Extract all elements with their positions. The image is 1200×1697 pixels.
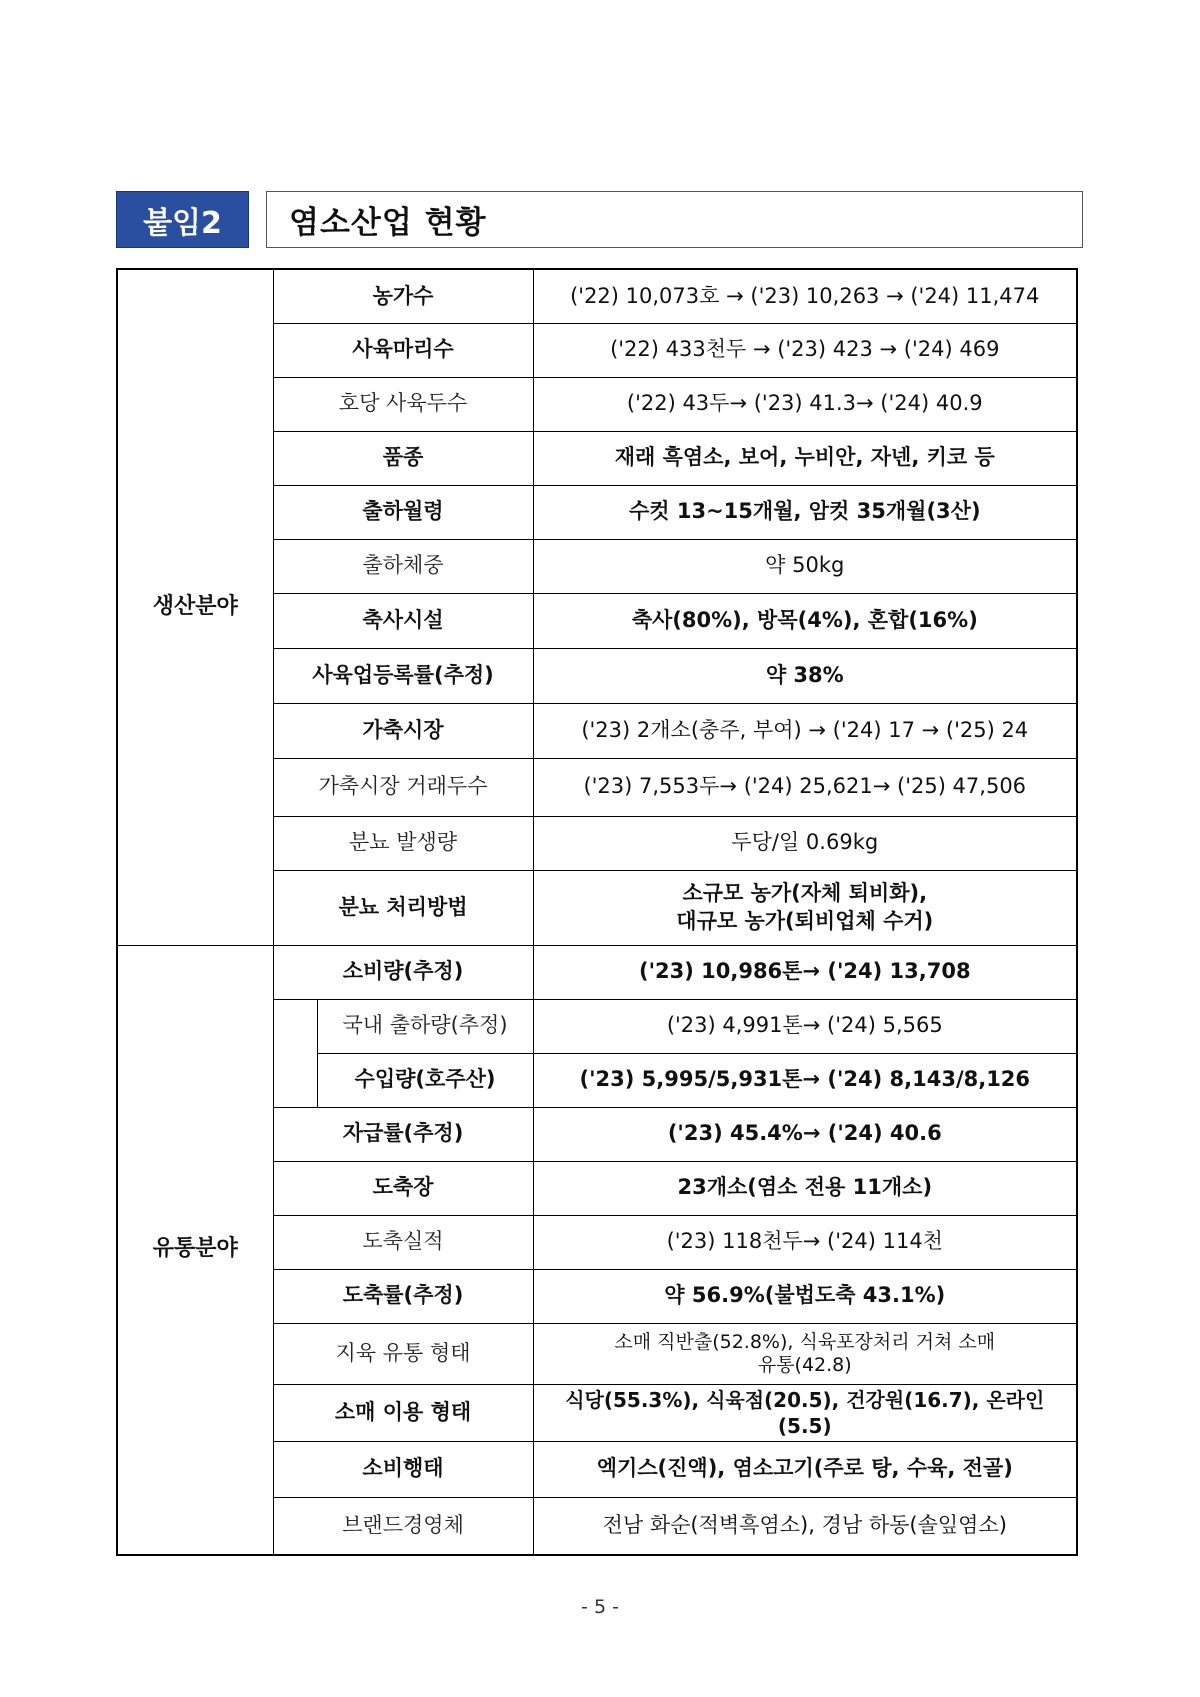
row-value: 약 38% bbox=[533, 648, 1077, 703]
row-value: ('22) 433천두 → ('23) 423 → ('24) 469 bbox=[533, 323, 1077, 377]
row-value-line: 소매 직반출(52.8%), 식육포장처리 거쳐 소매 bbox=[614, 1330, 996, 1353]
indent-spacer bbox=[273, 999, 317, 1107]
attachment-tag: 붙임2 bbox=[116, 191, 249, 248]
row-value-line: 대규모 농가(퇴비업체 수거) bbox=[676, 908, 934, 933]
row-value: 약 50kg bbox=[533, 539, 1077, 593]
row-label: 분뇨 발생량 bbox=[273, 816, 533, 870]
row-value: 엑기스(진액), 염소고기(주로 탕, 수육, 전골) bbox=[533, 1441, 1077, 1497]
row-label: 품종 bbox=[273, 431, 533, 485]
section-distribution: 유통분야 bbox=[117, 945, 273, 1555]
row-value: ('23) 4,991톤→ ('24) 5,565 bbox=[533, 999, 1077, 1053]
row-value: 전남 화순(적벽흑염소), 경남 하동(솔잎염소) bbox=[533, 1497, 1077, 1555]
row-value: ('23) 10,986톤→ ('24) 13,708 bbox=[533, 945, 1077, 999]
page-header bbox=[116, 191, 1083, 248]
row-value: ('23) 45.4%→ ('24) 40.6 bbox=[533, 1107, 1077, 1161]
row-label: 도축장 bbox=[273, 1161, 533, 1215]
row-label: 출하월령 bbox=[273, 485, 533, 539]
row-label: 호당 사육두수 bbox=[273, 377, 533, 431]
row-value-line: 소규모 농가(자체 퇴비화), bbox=[682, 881, 928, 906]
row-label: 출하체중 bbox=[273, 539, 533, 593]
row-label: 소비행태 bbox=[273, 1441, 533, 1497]
row-label: 가축시장 거래두수 bbox=[273, 758, 533, 816]
row-label: 사육업등록률(추정) bbox=[273, 648, 533, 703]
row-label: 국내 출하량(추정) bbox=[317, 999, 533, 1053]
page-title: 염소산업 현황 bbox=[266, 191, 1083, 248]
row-label: 지육 유통 형태 bbox=[273, 1323, 533, 1384]
table-row bbox=[117, 945, 1077, 999]
row-value: 약 56.9%(불법도축 43.1%) bbox=[533, 1269, 1077, 1323]
row-label: 농가수 bbox=[273, 269, 533, 323]
row-value-line: 유통(42.8) bbox=[757, 1353, 852, 1376]
row-value: ('23) 5,995/5,931톤→ ('24) 8,143/8,126 bbox=[533, 1053, 1077, 1107]
row-label: 사육마리수 bbox=[273, 323, 533, 377]
row-label: 브랜드경영체 bbox=[273, 1497, 533, 1555]
row-label: 소매 이용 형태 bbox=[273, 1384, 533, 1441]
row-label: 자급률(추정) bbox=[273, 1107, 533, 1161]
row-value: ('23) 7,553두→ ('24) 25,621→ ('25) 47,506 bbox=[533, 758, 1077, 816]
section-production: 생산분야 bbox=[117, 269, 273, 945]
row-value: 재래 흑염소, 보어, 누비안, 자넨, 키코 등 bbox=[533, 431, 1077, 485]
row-value: ('23) 2개소(충주, 부여) → ('24) 17 → ('25) 24 bbox=[533, 703, 1077, 758]
row-label: 도축률(추정) bbox=[273, 1269, 533, 1323]
goat-industry-table bbox=[116, 268, 1078, 1556]
row-value: 축사(80%), 방목(4%), 혼합(16%) bbox=[533, 593, 1077, 648]
row-value: ('23) 118천두→ ('24) 114천 bbox=[533, 1215, 1077, 1269]
row-label: 가축시장 bbox=[273, 703, 533, 758]
table-row bbox=[117, 269, 1077, 323]
row-value: ('22) 10,073호 → ('23) 10,263 → ('24) 11,474 bbox=[533, 269, 1077, 323]
row-label: 도축실적 bbox=[273, 1215, 533, 1269]
row-label: 축사시설 bbox=[273, 593, 533, 648]
row-value: 두당/일 0.69kg bbox=[533, 816, 1077, 870]
row-value: 식당(55.3%), 식육점(20.5), 건강원(16.7), 온라인(5.5) bbox=[533, 1384, 1077, 1441]
row-label: 소비량(추정) bbox=[273, 945, 533, 999]
row-value: ('22) 43두→ ('23) 41.3→ ('24) 40.9 bbox=[533, 377, 1077, 431]
row-label: 분뇨 처리방법 bbox=[273, 870, 533, 945]
row-label: 수입량(호주산) bbox=[317, 1053, 533, 1107]
row-value bbox=[533, 1323, 1077, 1384]
page-number: - 5 - bbox=[581, 1596, 619, 1618]
row-value: 수컷 13~15개월, 암컷 35개월(3산) bbox=[533, 485, 1077, 539]
row-value bbox=[533, 870, 1077, 945]
row-value: 23개소(염소 전용 11개소) bbox=[533, 1161, 1077, 1215]
